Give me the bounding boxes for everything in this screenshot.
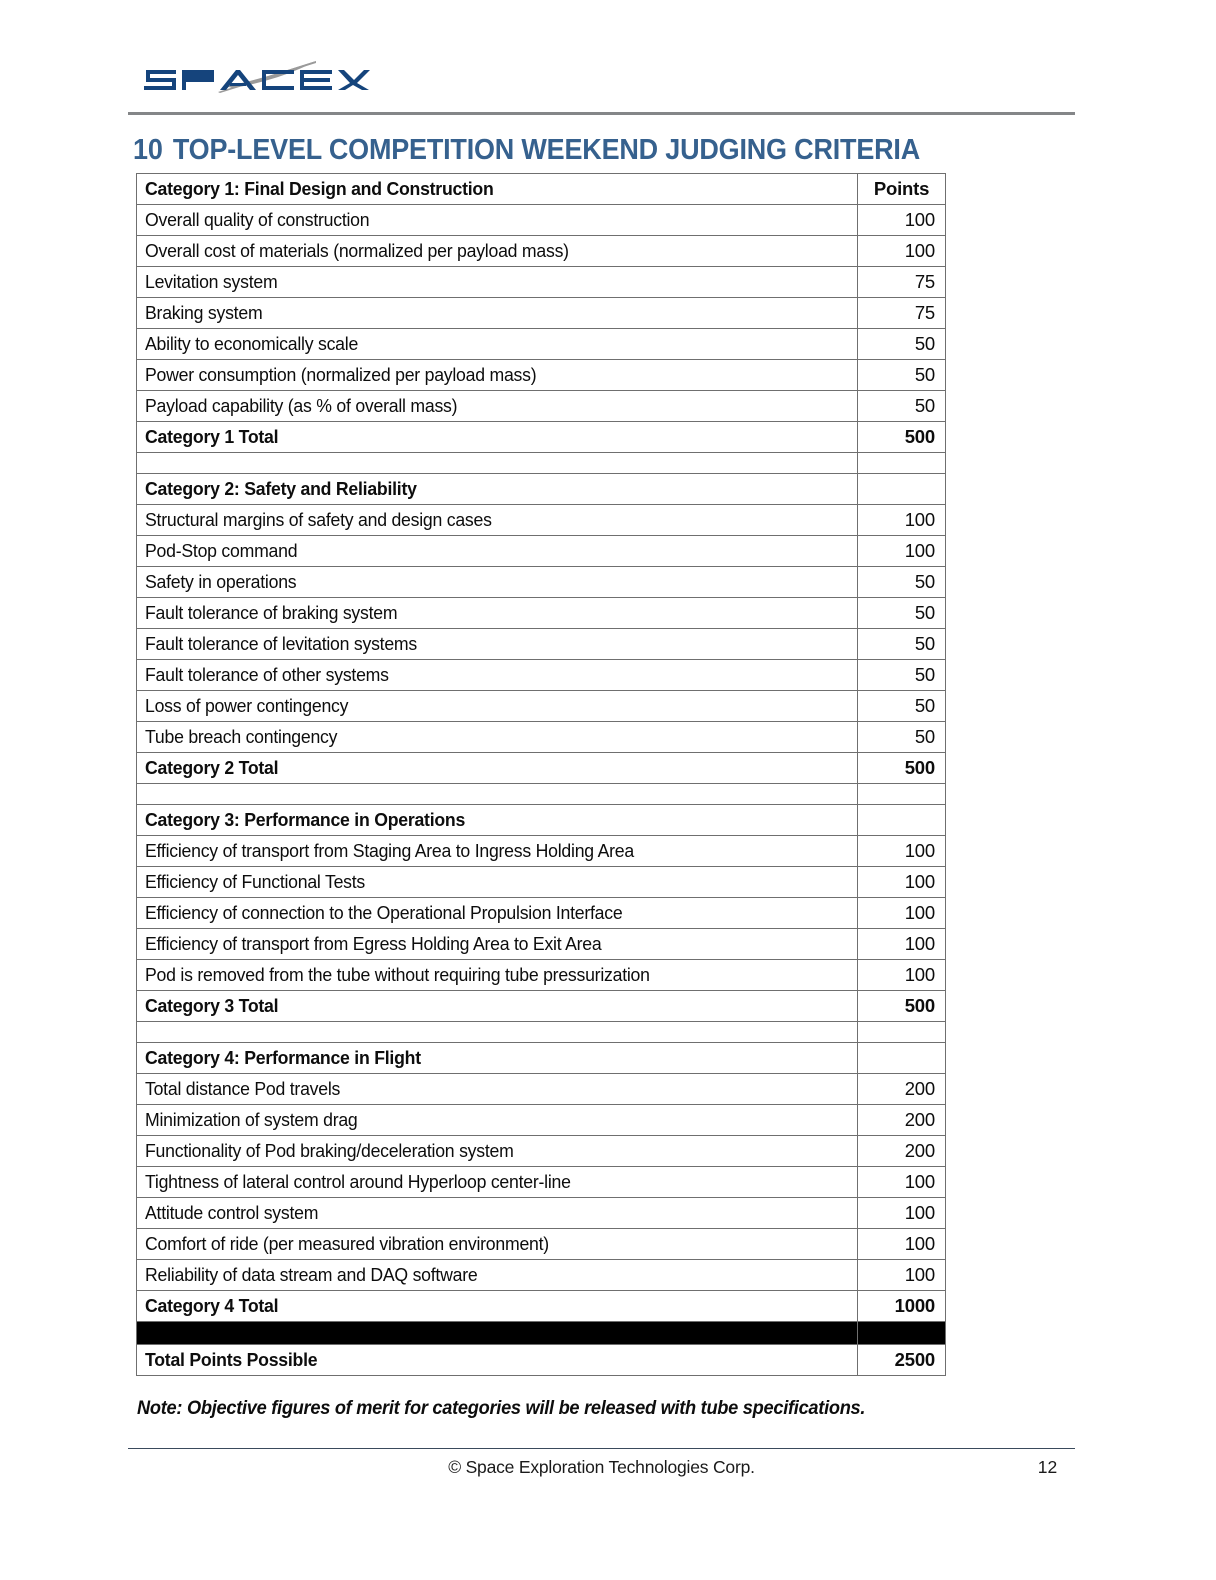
- criteria-points-cell: 500: [858, 753, 946, 784]
- criteria-points-cell: 75: [858, 267, 946, 298]
- criteria-label-cell: [137, 691, 858, 722]
- criteria-label-text: Payload capability (as % of overall mass): [145, 395, 458, 416]
- table-row: [137, 505, 946, 536]
- criteria-label-cell: [137, 1074, 858, 1105]
- footer-copyright: © Space Exploration Technologies Corp.: [448, 1457, 755, 1477]
- table-note: Note: Objective figures of merit for categories will be released with tube specifications.: [137, 1398, 866, 1419]
- criteria-points-cell: 100: [858, 1198, 946, 1229]
- criteria-label-cell: [137, 753, 858, 784]
- criteria-points-cell: 100: [858, 1167, 946, 1198]
- criteria-label-text: Tube breach contingency: [145, 726, 338, 747]
- criteria-label-cell: [137, 298, 858, 329]
- criteria-label-text: Category 1 Total: [145, 426, 279, 447]
- table-row: [137, 360, 946, 391]
- criteria-points-cell: [858, 805, 946, 836]
- criteria-points-cell: 100: [858, 505, 946, 536]
- criteria-label-text: Braking system: [145, 302, 263, 323]
- footer-page-number: 12: [1037, 1457, 1058, 1477]
- criteria-label-text: Efficiency of connection to the Operational Propulsion Interface: [145, 902, 623, 923]
- criteria-label-text: Overall cost of materials (normalized per payload mass): [145, 240, 569, 261]
- table-row: [137, 898, 946, 929]
- criteria-label-cell: [137, 453, 858, 474]
- criteria-label-text: Category 3 Total: [145, 995, 279, 1016]
- criteria-label-text: Minimization of system drag: [145, 1109, 358, 1130]
- table-row: [137, 805, 946, 836]
- criteria-label-text: Category 2 Total: [145, 757, 279, 778]
- criteria-label-text: Category 4 Total: [145, 1295, 279, 1316]
- criteria-points-cell: 100: [858, 929, 946, 960]
- criteria-label-text: Reliability of data stream and DAQ software: [145, 1264, 478, 1285]
- criteria-label-text: Pod-Stop command: [145, 540, 298, 561]
- criteria-label-text: Overall quality of construction: [145, 209, 370, 230]
- spacex-logo: [140, 52, 370, 100]
- criteria-label-text: Safety in operations: [145, 571, 297, 592]
- criteria-points-cell: Points: [858, 174, 946, 205]
- table-row: [137, 329, 946, 360]
- criteria-label-cell: [137, 629, 858, 660]
- criteria-label-text: Total distance Pod travels: [145, 1078, 341, 1099]
- section-number: 10: [133, 134, 163, 166]
- criteria-points-cell: 50: [858, 660, 946, 691]
- table-row: [137, 598, 946, 629]
- criteria-label-cell: [137, 1136, 858, 1167]
- table-row: [137, 567, 946, 598]
- table-row: [137, 205, 946, 236]
- criteria-points-cell: [858, 474, 946, 505]
- table-row: [137, 391, 946, 422]
- criteria-label-cell: [137, 567, 858, 598]
- criteria-label-cell: [137, 1043, 858, 1074]
- table-row: [137, 1105, 946, 1136]
- criteria-points-cell: 100: [858, 205, 946, 236]
- criteria-points-cell: 50: [858, 567, 946, 598]
- criteria-points-cell: 50: [858, 691, 946, 722]
- criteria-label-cell: [137, 784, 858, 805]
- criteria-points-cell: 100: [858, 867, 946, 898]
- criteria-points-cell: 50: [858, 722, 946, 753]
- table-row: [137, 474, 946, 505]
- criteria-points-cell: [858, 1322, 946, 1345]
- criteria-label-cell: [137, 205, 858, 236]
- criteria-label-cell: [137, 660, 858, 691]
- criteria-points-cell: 200: [858, 1136, 946, 1167]
- criteria-label-cell: [137, 1291, 858, 1322]
- criteria-label-text: Fault tolerance of levitation systems: [145, 633, 418, 654]
- footer-divider: [128, 1448, 1075, 1449]
- criteria-points-cell: 75: [858, 298, 946, 329]
- table-row: [137, 722, 946, 753]
- table-row: [137, 267, 946, 298]
- criteria-points-cell: 100: [858, 836, 946, 867]
- criteria-points-cell: [858, 784, 946, 805]
- table-row: [137, 453, 946, 474]
- table-row: [137, 1291, 946, 1322]
- header-divider: [128, 112, 1075, 115]
- criteria-points-cell: 500: [858, 422, 946, 453]
- table-row: [137, 298, 946, 329]
- criteria-label-text: Levitation system: [145, 271, 278, 292]
- criteria-points-cell: 50: [858, 598, 946, 629]
- criteria-label-cell: [137, 474, 858, 505]
- table-row: [137, 929, 946, 960]
- criteria-label-text: Efficiency of Functional Tests: [145, 871, 366, 892]
- table-row: [137, 174, 946, 205]
- criteria-label-text: Category 4: Performance in Flight: [145, 1047, 421, 1068]
- criteria-points-cell: [858, 453, 946, 474]
- criteria-label-cell: [137, 422, 858, 453]
- table-body: [137, 174, 946, 1376]
- criteria-label-cell: [137, 1167, 858, 1198]
- table-row: [137, 236, 946, 267]
- criteria-points-cell: [858, 1022, 946, 1043]
- table-row: [137, 1260, 946, 1291]
- table-row: [137, 1345, 946, 1376]
- criteria-label-cell: [137, 536, 858, 567]
- criteria-points-cell: 100: [858, 1260, 946, 1291]
- criteria-label-cell: [137, 991, 858, 1022]
- criteria-label-text: Loss of power contingency: [145, 695, 349, 716]
- criteria-label-cell: [137, 1198, 858, 1229]
- criteria-label-cell: [137, 867, 858, 898]
- criteria-label-cell: [137, 898, 858, 929]
- criteria-points-cell: 50: [858, 629, 946, 660]
- criteria-label-cell: [137, 598, 858, 629]
- table-row: [137, 536, 946, 567]
- criteria-label-cell: [137, 174, 858, 205]
- criteria-label-cell: [137, 360, 858, 391]
- criteria-label-cell: [137, 836, 858, 867]
- criteria-points-cell: 50: [858, 329, 946, 360]
- criteria-label-text: Efficiency of transport from Egress Holding Area to Exit Area: [145, 933, 602, 954]
- criteria-points-cell: 100: [858, 960, 946, 991]
- criteria-label-text: Fault tolerance of other systems: [145, 664, 389, 685]
- table-row: [137, 867, 946, 898]
- table-row: [137, 960, 946, 991]
- criteria-label-cell: [137, 505, 858, 536]
- table-row: [137, 1136, 946, 1167]
- criteria-label-text: Attitude control system: [145, 1202, 319, 1223]
- table-row: [137, 1167, 946, 1198]
- criteria-label-text: Pod is removed from the tube without requiring tube pressurization: [145, 964, 650, 985]
- criteria-label-cell: [137, 267, 858, 298]
- criteria-label-text: Fault tolerance of braking system: [145, 602, 398, 623]
- criteria-label-cell: [137, 329, 858, 360]
- criteria-label-cell: [137, 722, 858, 753]
- table-row: [137, 691, 946, 722]
- table-row: [137, 991, 946, 1022]
- criteria-label-cell: [137, 1345, 858, 1376]
- criteria-label-text: Category 3: Performance in Operations: [145, 809, 466, 830]
- table-row: [137, 660, 946, 691]
- criteria-points-cell: [858, 1043, 946, 1074]
- criteria-points-cell: 100: [858, 536, 946, 567]
- criteria-label-text: Comfort of ride (per measured vibration environment): [145, 1233, 549, 1254]
- criteria-label-cell: [137, 236, 858, 267]
- spacex-wordmark-icon: [140, 52, 370, 100]
- criteria-points-cell: 1000: [858, 1291, 946, 1322]
- table-row: [137, 422, 946, 453]
- page-title: [133, 133, 970, 167]
- table-row: [137, 836, 946, 867]
- criteria-label-text: Tightness of lateral control around Hyperloop center-line: [145, 1171, 571, 1192]
- criteria-points-cell: 100: [858, 1229, 946, 1260]
- table-row: [137, 1022, 946, 1043]
- criteria-label-cell: [137, 391, 858, 422]
- criteria-label-text: Ability to economically scale: [145, 333, 359, 354]
- criteria-label-cell: [137, 960, 858, 991]
- criteria-label-cell: [137, 1322, 858, 1345]
- criteria-points-cell: 50: [858, 360, 946, 391]
- criteria-label-text: Efficiency of transport from Staging Area to Ingress Holding Area: [145, 840, 634, 861]
- table-row: [137, 753, 946, 784]
- criteria-label-cell: [137, 805, 858, 836]
- table-row: [137, 1198, 946, 1229]
- criteria-label-text: Category 1: Final Design and Construction: [145, 178, 494, 199]
- criteria-label-text: Structural margins of safety and design cases: [145, 509, 492, 530]
- table-row: [137, 1229, 946, 1260]
- section-title-text: TOP-LEVEL COMPETITION WEEKEND JUDGING CRITERIA: [172, 134, 921, 166]
- criteria-points-cell: 50: [858, 391, 946, 422]
- criteria-points-cell: 2500: [858, 1345, 946, 1376]
- criteria-points-cell: 100: [858, 898, 946, 929]
- table-row: [137, 1322, 946, 1345]
- criteria-points-cell: 500: [858, 991, 946, 1022]
- table-row: [137, 1043, 946, 1074]
- criteria-label-text: Power consumption (normalized per payload mass): [145, 364, 537, 385]
- criteria-points-cell: 200: [858, 1074, 946, 1105]
- table-row: [137, 1074, 946, 1105]
- criteria-label-text: Functionality of Pod braking/deceleration system: [145, 1140, 514, 1161]
- criteria-label-text: Total Points Possible: [145, 1349, 318, 1370]
- criteria-points-cell: 200: [858, 1105, 946, 1136]
- criteria-label-text: Category 2: Safety and Reliability: [145, 478, 417, 499]
- criteria-label-cell: [137, 1260, 858, 1291]
- criteria-label-cell: [137, 929, 858, 960]
- criteria-label-cell: [137, 1022, 858, 1043]
- criteria-label-cell: [137, 1229, 858, 1260]
- criteria-points-cell: 100: [858, 236, 946, 267]
- judging-criteria-table: [136, 173, 946, 1376]
- criteria-label-cell: [137, 1105, 858, 1136]
- table-row: [137, 629, 946, 660]
- table-row: [137, 784, 946, 805]
